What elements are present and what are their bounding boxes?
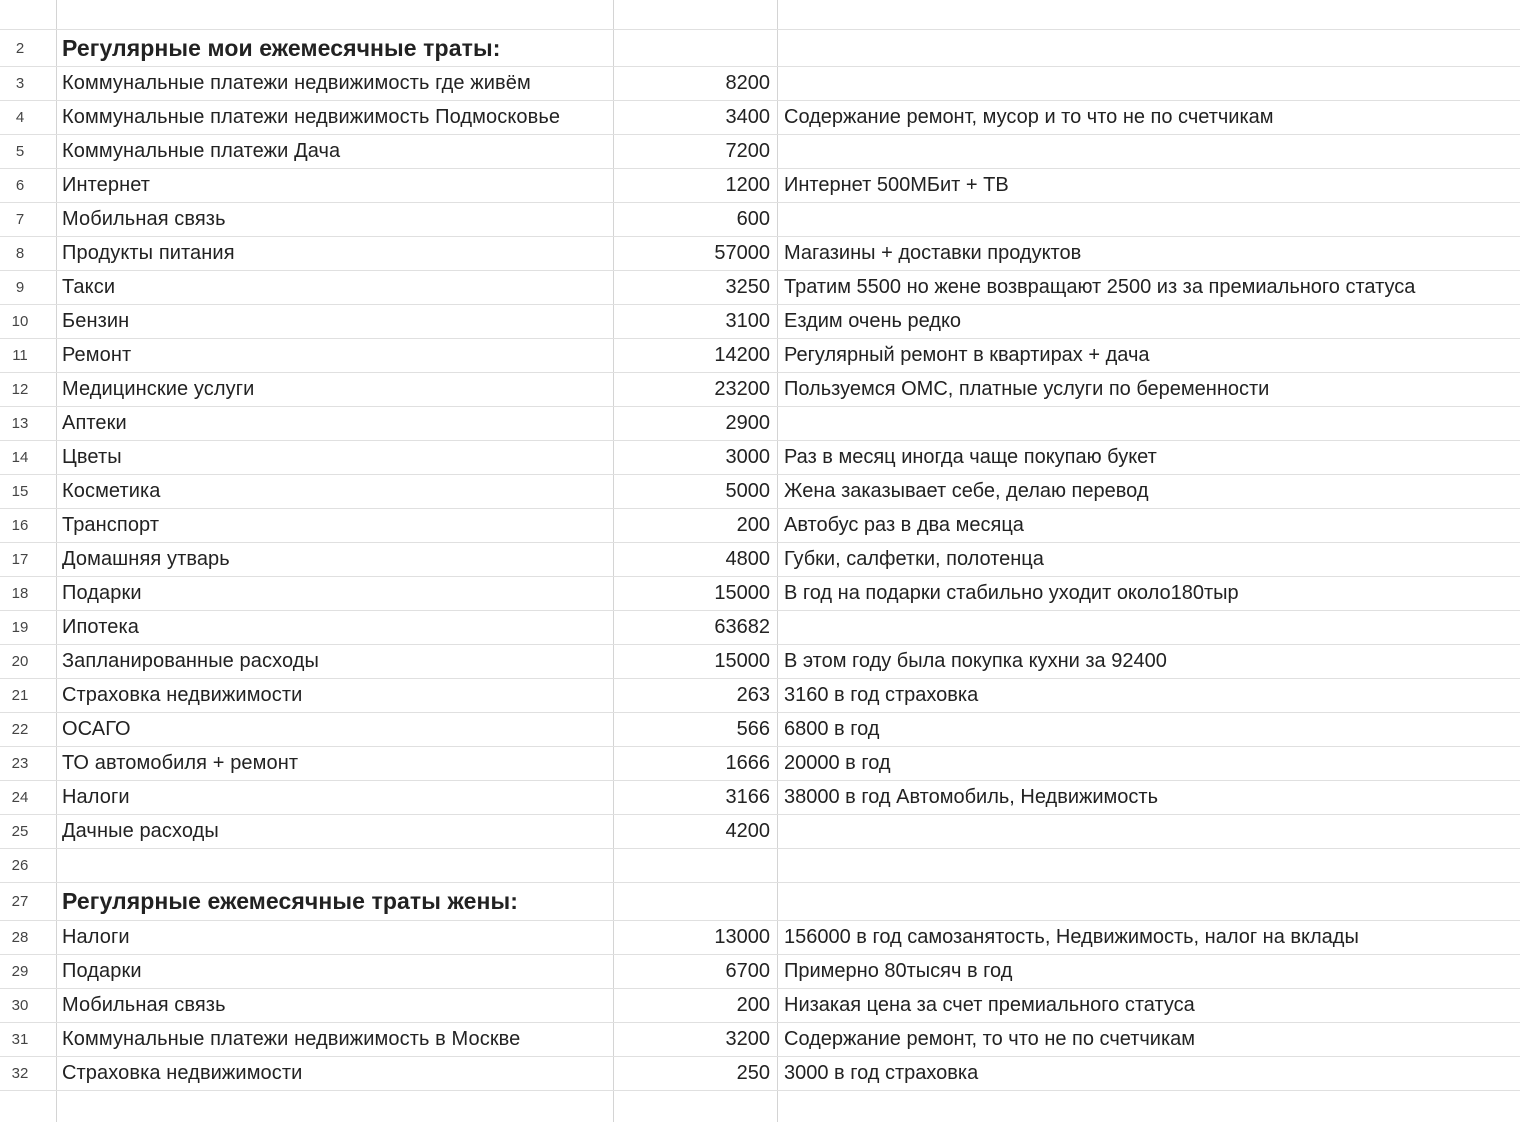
table-row <box>0 135 1520 169</box>
row-number[interactable]: 29 <box>11 963 29 980</box>
row-number[interactable]: 14 <box>11 449 29 466</box>
row-number[interactable]: 3 <box>15 75 25 92</box>
note-cell[interactable]: Тратим 5500 но жене возвращают 2500 из за премиального статуса <box>784 276 1416 298</box>
expense-label-cell[interactable]: Налоги <box>62 786 130 808</box>
amount-cell[interactable]: 14200 <box>714 344 770 366</box>
table-row <box>0 305 1520 339</box>
row-number[interactable]: 32 <box>11 1065 29 1082</box>
row-number[interactable]: 9 <box>15 279 25 296</box>
table-row <box>0 271 1520 305</box>
row-number[interactable]: 8 <box>15 245 25 262</box>
table-row <box>0 645 1520 679</box>
note-cell[interactable] <box>784 815 1520 848</box>
amount-cell[interactable]: 3166 <box>725 786 770 808</box>
note-cell[interactable]: 20000 в год <box>784 752 891 774</box>
row-number[interactable]: 22 <box>11 721 29 738</box>
note-cell[interactable]: 156000 в год самозанятость, Недвижимость, налог на вклады <box>784 926 1359 948</box>
row-number[interactable]: 7 <box>15 211 25 228</box>
note-cell[interactable]: 6800 в год <box>784 718 880 740</box>
note-cell[interactable]: 3160 в год страховка <box>784 684 979 706</box>
table-row <box>0 815 1520 849</box>
expense-label-cell[interactable]: Интернет <box>62 174 151 196</box>
row-number[interactable]: 26 <box>11 857 29 874</box>
note-cell[interactable]: В этом году была покупка кухни за 92400 <box>784 650 1167 672</box>
note-cell[interactable]: Пользуемся ОМС, платные услуги по беременности <box>784 378 1270 400</box>
table-row <box>0 0 1520 30</box>
table-row <box>0 203 1520 237</box>
row-number[interactable]: 25 <box>11 823 29 840</box>
note-cell[interactable]: Содержание ремонт, то что не по счетчикам <box>784 1028 1196 1050</box>
table-row <box>0 849 1520 883</box>
expense-label-cell[interactable]: Домашняя утварь <box>62 548 230 570</box>
table-row <box>0 611 1520 645</box>
expense-label-cell[interactable]: Подарки <box>62 960 142 982</box>
note-cell[interactable] <box>784 407 1520 440</box>
expense-label-cell[interactable]: Аптеки <box>62 412 127 434</box>
row-number[interactable]: 28 <box>11 929 29 946</box>
note-cell[interactable] <box>784 849 1520 882</box>
note-cell[interactable]: Автобус раз в два месяца <box>784 514 1024 536</box>
expense-label-cell[interactable]: Запланированные расходы <box>62 650 320 672</box>
row-number[interactable]: 16 <box>11 517 29 534</box>
row-number[interactable]: 10 <box>11 313 29 330</box>
row-number[interactable]: 13 <box>11 415 29 432</box>
note-cell[interactable]: Жена заказывает себе, делаю перевод <box>784 480 1149 502</box>
expense-label-cell[interactable]: ТО автомобиля + ремонт <box>62 752 299 774</box>
expense-label-cell[interactable]: Коммунальные платежи недвижимость где живём <box>62 72 531 94</box>
amount-cell[interactable]: 2900 <box>725 412 770 434</box>
amount-cell[interactable]: 5000 <box>725 480 770 502</box>
amount-cell[interactable]: 7200 <box>725 140 770 162</box>
amount-cell[interactable]: 3250 <box>725 276 770 298</box>
note-cell[interactable]: Содержание ремонт, мусор и то что не по счетчикам <box>784 106 1274 128</box>
note-cell[interactable] <box>784 611 1520 644</box>
note-cell[interactable] <box>784 0 1520 29</box>
expense-label-cell[interactable]: ОСАГО <box>62 718 131 740</box>
amount-cell[interactable]: 13000 <box>714 926 770 948</box>
amount-cell[interactable]: 3100 <box>725 310 770 332</box>
amount-cell[interactable]: 263 <box>736 684 770 706</box>
expense-label-cell[interactable]: Ипотека <box>62 616 139 638</box>
row-number[interactable]: 30 <box>11 997 29 1014</box>
table-row <box>0 67 1520 101</box>
table-row <box>0 475 1520 509</box>
amount-cell[interactable] <box>614 883 772 920</box>
expense-label-cell[interactable]: Транспорт <box>62 514 160 536</box>
table-row <box>0 373 1520 407</box>
section-header-row <box>0 883 1520 921</box>
amount-cell[interactable]: 4800 <box>725 548 770 570</box>
expense-label-cell[interactable]: Коммунальные платежи недвижимость в Москве <box>62 1028 521 1050</box>
row-number[interactable]: 11 <box>12 347 28 364</box>
expense-label-cell[interactable]: Налоги <box>62 926 130 948</box>
expense-label-cell[interactable] <box>62 849 610 882</box>
table-row <box>0 781 1520 815</box>
row-number[interactable]: 18 <box>11 585 29 602</box>
amount-cell[interactable]: 1200 <box>725 174 770 196</box>
table-row <box>0 747 1520 781</box>
table-row <box>0 339 1520 373</box>
amount-cell[interactable]: 566 <box>736 718 770 740</box>
amount-cell[interactable]: 15000 <box>714 650 770 672</box>
expense-label-cell[interactable] <box>62 0 610 29</box>
amount-cell[interactable]: 3200 <box>725 1028 770 1050</box>
amount-cell[interactable]: 6700 <box>725 960 770 982</box>
expense-label-cell[interactable]: Мобильная связь <box>62 208 226 230</box>
table-row <box>0 713 1520 747</box>
expense-label-cell[interactable]: Продукты питания <box>62 242 235 264</box>
row-number[interactable] <box>0 0 56 29</box>
amount-cell[interactable]: 600 <box>736 208 770 230</box>
amount-cell[interactable]: 4200 <box>725 820 770 842</box>
note-cell[interactable] <box>784 883 1520 920</box>
row-number[interactable]: 5 <box>15 143 25 160</box>
amount-cell[interactable]: 3400 <box>725 106 770 128</box>
section-title[interactable]: Регулярные мои ежемесячные траты: <box>62 34 501 61</box>
table-row <box>0 509 1520 543</box>
table-row <box>0 101 1520 135</box>
section-title[interactable]: Регулярные ежемесячные траты жены: <box>62 888 518 914</box>
amount-cell[interactable]: 1666 <box>725 752 770 774</box>
row-number[interactable]: 21 <box>11 687 29 704</box>
note-cell[interactable]: 38000 в год Автомобиль, Недвижимость <box>784 786 1159 808</box>
expense-label-cell[interactable]: Подарки <box>62 582 142 604</box>
note-cell[interactable]: 3000 в год страховка <box>784 1062 979 1084</box>
expense-label-cell[interactable]: Коммунальные платежи недвижимость Подмосковье <box>62 106 561 128</box>
row-number[interactable]: 17 <box>11 551 29 568</box>
amount-cell[interactable]: 200 <box>736 514 770 536</box>
row-number[interactable]: 19 <box>11 619 29 636</box>
expense-label-cell[interactable]: Страховка недвижимости <box>62 684 303 706</box>
table-row <box>0 989 1520 1023</box>
note-cell[interactable]: Магазины + доставки продуктов <box>784 242 1082 264</box>
note-cell[interactable] <box>784 203 1520 236</box>
note-cell[interactable]: Раз в месяц иногда чаще покупаю букет <box>784 446 1157 468</box>
row-number[interactable]: 24 <box>11 789 29 806</box>
table-row <box>0 577 1520 611</box>
row-number[interactable]: 15 <box>11 483 29 500</box>
note-cell[interactable] <box>784 67 1520 100</box>
amount-cell[interactable] <box>614 0 772 29</box>
amount-cell[interactable]: 15000 <box>714 582 770 604</box>
amount-cell[interactable]: 3000 <box>725 446 770 468</box>
amount-cell[interactable]: 23200 <box>714 378 770 400</box>
expense-label-cell[interactable]: Цветы <box>62 446 122 468</box>
expense-label-cell[interactable]: Косметика <box>62 480 161 502</box>
expense-label-cell[interactable]: Мобильная связь <box>62 994 226 1016</box>
table-row <box>0 955 1520 989</box>
row-number[interactable]: 27 <box>11 893 29 910</box>
row-number[interactable]: 4 <box>15 109 25 126</box>
table-row <box>0 921 1520 955</box>
row-number[interactable]: 23 <box>11 755 29 772</box>
note-cell[interactable]: Регулярный ремонт в квартирах + дача <box>784 344 1150 366</box>
table-row <box>0 441 1520 475</box>
table-row <box>0 169 1520 203</box>
amount-cell[interactable]: 200 <box>736 994 770 1016</box>
table-row <box>0 1057 1520 1091</box>
table-row <box>0 679 1520 713</box>
table-row <box>0 237 1520 271</box>
note-cell[interactable]: Ездим очень редко <box>784 310 962 332</box>
note-cell[interactable]: Губки, салфетки, полотенца <box>784 548 1044 570</box>
row-number[interactable]: 20 <box>11 653 29 670</box>
table-row <box>0 543 1520 577</box>
expense-label-cell[interactable]: Дачные расходы <box>62 820 219 842</box>
amount-cell[interactable]: 8200 <box>725 72 770 94</box>
expense-label-cell[interactable]: Медицинские услуги <box>62 378 255 400</box>
row-number[interactable]: 2 <box>15 39 25 57</box>
expense-label-cell[interactable]: Бензин <box>62 310 130 332</box>
amount-cell[interactable]: 250 <box>736 1062 770 1084</box>
expense-label-cell[interactable]: Такси <box>62 276 116 298</box>
expense-label-cell[interactable]: Ремонт <box>62 344 132 366</box>
expense-label-cell[interactable]: Страховка недвижимости <box>62 1062 303 1084</box>
amount-cell[interactable]: 63682 <box>714 616 770 638</box>
note-cell[interactable]: Примерно 80тысяч в год <box>784 960 1013 982</box>
note-cell[interactable]: В год на подарки стабильно уходит около180тыр <box>784 582 1239 604</box>
note-cell[interactable]: Интернет 500МБит + ТВ <box>784 174 1009 196</box>
table-row <box>0 407 1520 441</box>
amount-cell[interactable] <box>614 849 772 882</box>
amount-cell[interactable]: 57000 <box>714 242 770 264</box>
note-cell[interactable] <box>784 30 1520 66</box>
row-number[interactable]: 6 <box>15 177 25 194</box>
section-header-row <box>0 30 1520 67</box>
row-number[interactable]: 12 <box>11 381 29 398</box>
table-row <box>0 1023 1520 1057</box>
expense-label-cell[interactable]: Коммунальные платежи Дача <box>62 140 341 162</box>
amount-cell[interactable] <box>614 30 772 66</box>
note-cell[interactable] <box>784 135 1520 168</box>
row-number[interactable]: 31 <box>11 1031 29 1048</box>
note-cell[interactable]: Низакая цена за счет премиального статуса <box>784 994 1195 1016</box>
